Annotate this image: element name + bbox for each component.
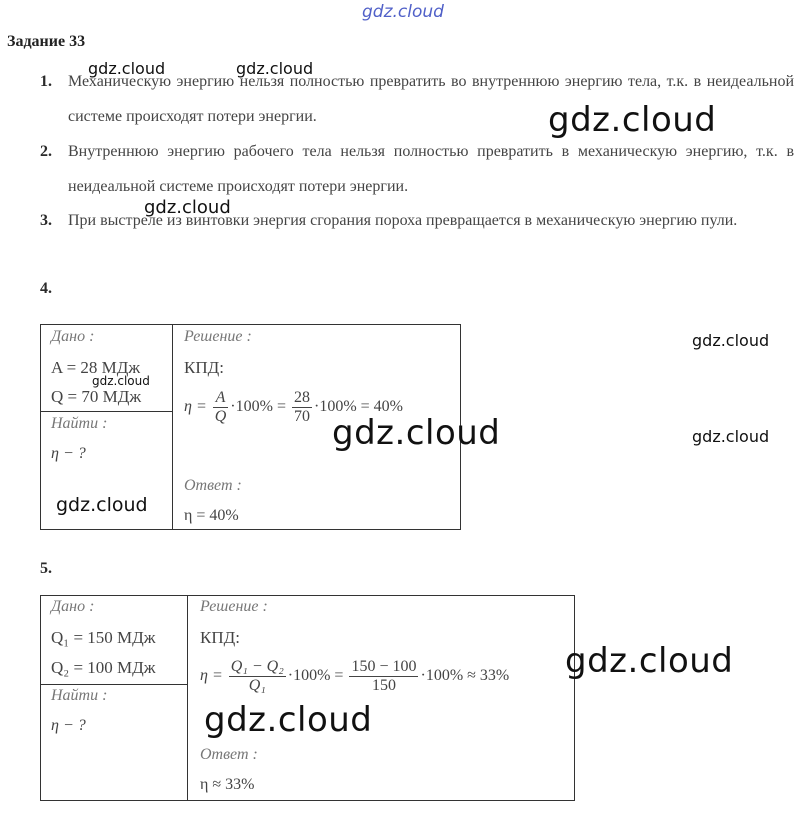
find-value: η − ? <box>51 445 86 462</box>
given-label: Дано : <box>51 598 95 615</box>
watermark: gdz.cloud <box>548 100 717 140</box>
item-text: Механическую энергию нельзя полностью превратить во внутреннюю энергию тела, т.к. в неидеальной системе происходят потери энергии. <box>68 73 794 125</box>
answer-label: Ответ : <box>184 477 242 494</box>
kpd-label: КПД: <box>200 628 240 647</box>
item-text: Внутреннюю энергию рабочего тела нельзя полностью превратить в механическую энергию, т.к. в неидеальной системе происходят потери энергии. <box>68 143 794 195</box>
formula-rhs: ·100% = 40% <box>313 398 403 416</box>
given-value: A = 28 МДж <box>51 358 141 377</box>
fraction-numerator: 150 − 100 <box>351 658 417 675</box>
solution-cell <box>188 596 575 801</box>
watermark: gdz.cloud <box>692 331 770 350</box>
fraction-denominator: 70 <box>293 408 310 425</box>
given-label: Дано : <box>51 328 95 345</box>
watermark-top: gdz.cloud <box>362 2 444 22</box>
watermark: gdz.cloud <box>236 59 314 78</box>
find-value: η − ? <box>51 717 86 734</box>
watermark: gdz.cloud <box>88 59 166 78</box>
watermark: gdz.cloud <box>692 427 770 446</box>
find-cell <box>41 685 188 801</box>
formula-lhs: η = <box>184 398 207 416</box>
formula <box>200 658 509 695</box>
solution-label: Решение : <box>184 328 252 345</box>
item-number: 1. <box>40 73 52 90</box>
given-value: Q = 70 МДж <box>51 387 142 406</box>
formula-rhs: ·100% ≈ 33% <box>420 667 510 685</box>
fraction <box>213 389 229 426</box>
item-number: 2. <box>40 143 52 160</box>
answer-value: η = 40% <box>184 507 239 524</box>
formula-lhs: η = <box>200 667 223 685</box>
task5-table <box>40 595 575 801</box>
formula-mid: ·100% = <box>230 398 286 416</box>
solution-label: Решение : <box>200 598 268 615</box>
item-number: 4. <box>40 280 52 297</box>
given-cell <box>41 596 188 685</box>
fraction-numerator: 28 <box>293 389 310 406</box>
watermark: gdz.cloud <box>565 641 734 681</box>
item-number: 3. <box>40 212 52 229</box>
fraction-denominator: Q <box>214 408 227 425</box>
watermark: gdz.cloud <box>92 374 150 388</box>
item-number: 5. <box>40 560 52 577</box>
fraction <box>349 658 418 695</box>
watermark: gdz.cloud <box>332 413 501 453</box>
item-text: При выстреле из винтовки энергия сгорания пороха превращается в механическую энергию пули. <box>68 212 738 229</box>
answer-label: Ответ : <box>200 746 258 763</box>
watermark: gdz.cloud <box>144 197 231 218</box>
fraction <box>229 658 286 695</box>
find-label: Найти : <box>51 415 108 432</box>
given-value: Q₁ = 150 МДж <box>51 628 156 647</box>
list-item <box>40 134 794 195</box>
find-label: Найти : <box>51 687 108 704</box>
formula-mid: ·100% = <box>287 667 344 685</box>
fraction-denominator: 150 <box>371 677 396 694</box>
answer-value: η ≈ 33% <box>200 776 255 793</box>
task-title: Задание 33 <box>7 33 86 50</box>
watermark: gdz.cloud <box>56 494 148 516</box>
fraction-denominator: Q₁ <box>248 677 266 694</box>
fraction-numerator: Q₁ − Q₂ <box>230 658 284 675</box>
fraction-numerator: A <box>213 389 229 408</box>
kpd-label: КПД: <box>184 358 224 377</box>
given-cell <box>41 325 173 412</box>
given-value: Q₂ = 100 МДж <box>51 658 156 677</box>
watermark: gdz.cloud <box>204 700 373 740</box>
fraction <box>292 389 312 426</box>
